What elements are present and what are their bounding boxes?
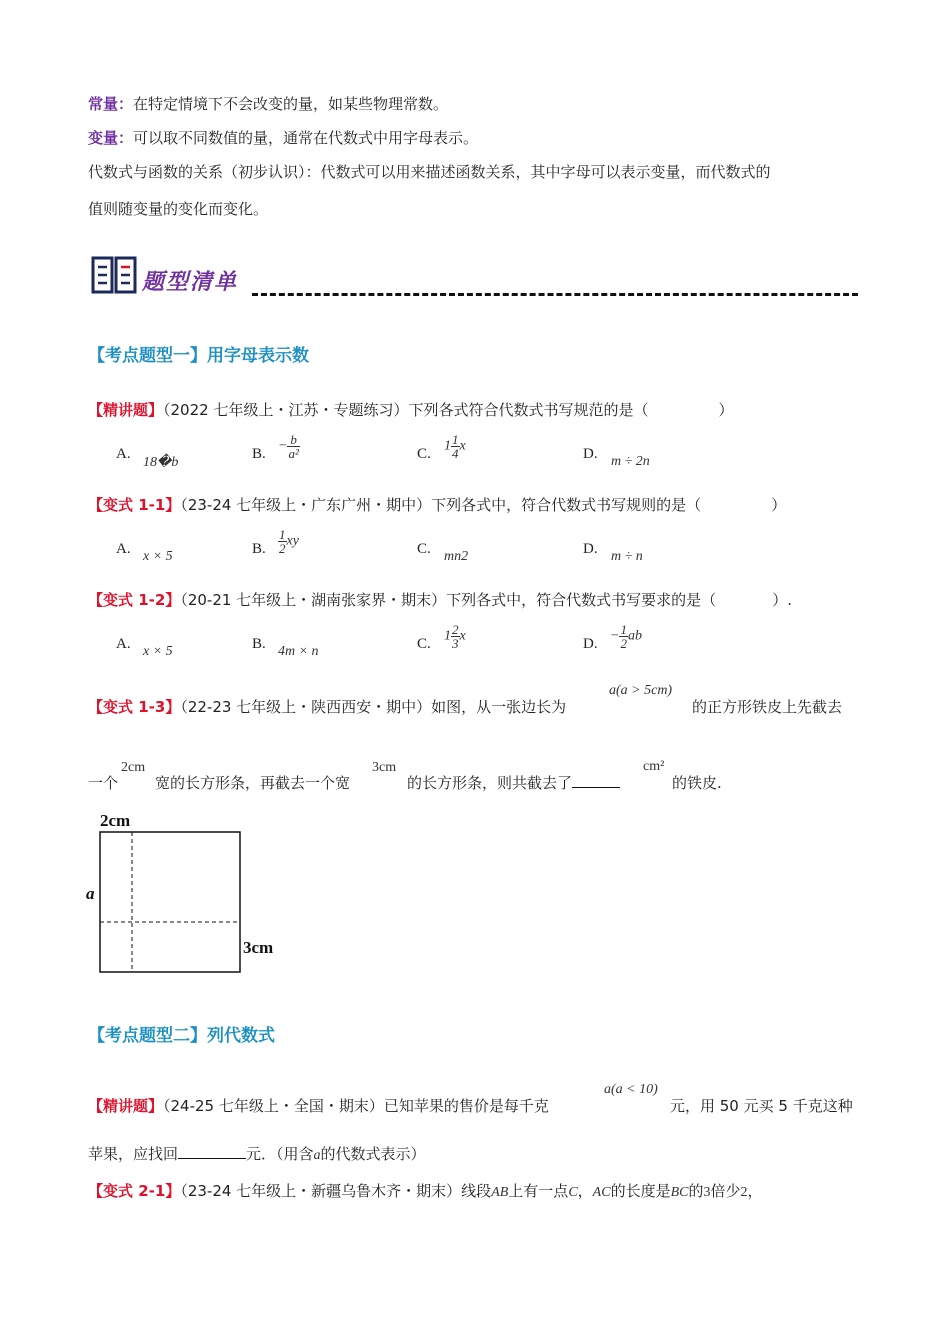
expr-3cm: 3cm [372,760,397,775]
question-2-main-line2: 苹果，应找回 元．（用含a的代数式表示） [88,1145,426,1163]
question-2-main-line1: 【精讲题】（24-25 七年级上・全国・期末）已知苹果的售价是每千克 [88,1097,549,1115]
expr-a-price: a(a < 10) [604,1082,658,1097]
option-a[interactable]: A. [116,541,131,557]
option-c[interactable]: C. [417,636,431,652]
banner-divider [252,293,858,296]
option-b[interactable]: B. [252,446,266,462]
variable-label: 变量： [88,129,134,147]
option-d-expr: m ÷ 2n [611,454,650,469]
constant-text: 在特定情境下不会改变的量，如某些物理常数。 [133,95,449,113]
relation-line-2: 值则随变量的变化而变化。 [88,200,269,218]
option-c-expr: 1 $\frac{2}{3}$ x [444,622,466,651]
option-d[interactable]: D. [583,446,598,462]
option-c[interactable]: C. [417,541,431,557]
unit-cm2: cm² [643,759,665,774]
option-a-expr: x × 5 [143,549,173,564]
question-1-3-line1: 【变式 1-3】（22-23 七年级上・陕西西安・期中）如图，从一张边长为 [88,698,567,716]
option-b[interactable]: B. [252,541,266,557]
option-a-expr: x × 5 [143,644,173,659]
option-b[interactable]: B. [252,636,266,652]
option-d[interactable]: D. [583,636,598,652]
question-main-1: 【精讲题】（2022 七年级上・江苏・专题练习）下列各式符合代数式书写规范的是（ ） [88,401,734,419]
option-d-expr: − $\frac{1}{2}$ ab [610,622,642,651]
question-1-3-line2b: 宽的长方形条，再截去一个宽 [155,774,351,792]
constant-line [88,93,448,114]
variable-text: 可以取不同数值的量，通常在代数式中用字母表示。 [133,129,479,147]
banner-title: 题型清单 [142,270,239,295]
answer-blank[interactable] [178,1144,246,1159]
relation-line-1: 代数式与函数的关系（初步认识）：代数式可以用来描述函数关系，其中字母可以表示变量，而代数式的 [88,163,771,181]
option-b-expr: − $\frac{b}{\text{a²}}$ [278,432,299,461]
option-c[interactable]: C. [417,446,431,462]
section2-heading: 【考点题型二】列代数式 [88,1026,275,1046]
option-b-expr: 4m × n [278,644,319,659]
option-d-expr: m ÷ n [611,549,643,564]
question-1-3-line1-end: 的正方形铁皮上先截去 [692,698,843,716]
expr-2cm: 2cm [121,760,146,775]
constant-label: 常量： [88,95,134,113]
book-icon [90,255,138,299]
question-1-1: 【变式 1-1】（23-24 七年级上・广东广州・期中）下列各式中，符合代数式书写规则的是（ ） [88,496,787,514]
square-figure [82,808,282,978]
option-a[interactable]: A. [116,636,131,652]
option-c-expr: mn2 [444,549,469,564]
question-1-3-line2c: 的长方形条，则共截去了 [407,772,620,793]
expr-a-constraint: a(a > 5cm) [609,683,673,698]
variable-line [88,127,478,148]
option-a-expr: 18�b [143,455,179,470]
figure-label-right: 3cm [243,938,274,957]
figure-label-top: 2cm [100,811,131,830]
option-c-expr: 1 $\frac{1}{4}$ x [444,432,466,461]
option-b-expr: $\frac{1}{2}$ xy [279,527,299,556]
question-2-main-line1-end: 元，用 50 元买 5 千克这种 [670,1097,853,1115]
figure-label-left: a [86,884,95,903]
question-1-3-line2d: 的铁皮. [672,774,722,792]
question-1-3-line2: 一个 [88,774,119,792]
question-text: （2022 七年级上・江苏・专题练习）下列各式符合代数式书写规范的是（ [163,401,649,419]
question-tag: 【精讲题】 [88,401,164,419]
option-a[interactable]: A. [116,446,131,462]
answer-blank[interactable] [572,773,620,788]
section1-heading: 【考点题型一】用字母表示数 [88,346,309,366]
section-banner [90,255,860,303]
option-d[interactable]: D. [583,541,598,557]
question-1-2: 【变式 1-2】（20-21 七年级上・湖南张家界・期末）下列各式中，符合代数式书写要求的是（ ）. [88,591,792,609]
question-2-1: 【变式 2-1】（23-24 七年级上・新疆乌鲁木齐・期末）线段AB上有一点C，AC的长度是BC的3倍少2， [88,1182,763,1200]
